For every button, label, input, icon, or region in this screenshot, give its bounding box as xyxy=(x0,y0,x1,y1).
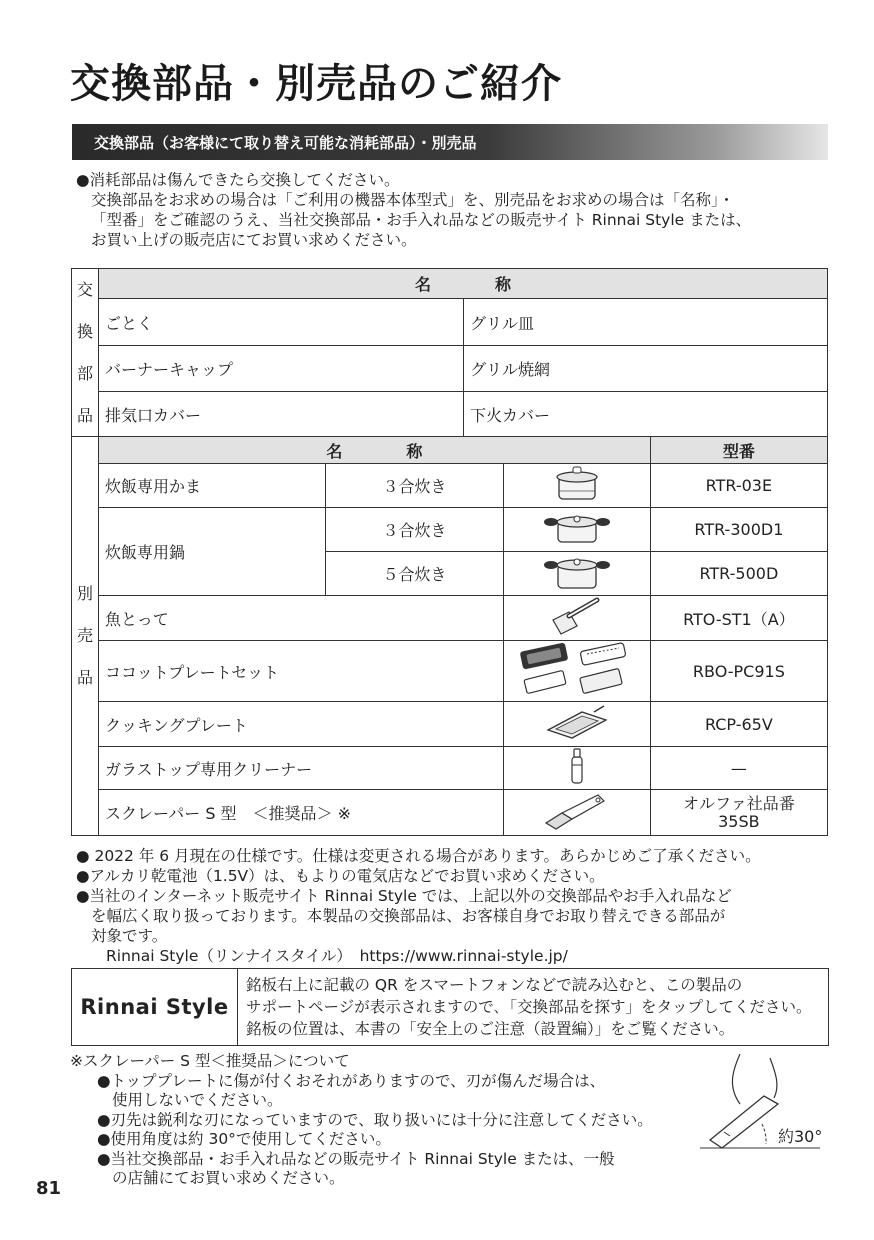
optional-header-name: 名 称 xyxy=(99,437,651,464)
intro-line: ●消耗部品は傷んできたら交換してください。 xyxy=(76,171,400,189)
table-cell: ３合炊き xyxy=(326,508,503,552)
scraper-note: の店舗にてお買い求めください。 xyxy=(112,1169,345,1187)
table-cell: 排気口カバー xyxy=(99,391,464,437)
optional-parts-table xyxy=(71,436,828,836)
table-cell: 炊飯専用鍋 xyxy=(99,508,326,596)
table-cell: オルファ社品番 35SB xyxy=(650,790,827,836)
intro-line: 「型番」をご確認のうえ、当社交換部品・お手入れ品などの販売サイト Rinnai Style または、 xyxy=(91,211,752,229)
note-line: 対象です。 xyxy=(91,927,168,945)
table-cell: ３合炊き xyxy=(326,464,503,508)
rice-pan-icon xyxy=(542,510,612,546)
scraper-notes xyxy=(70,1052,653,1189)
scraper-note: ●使用角度は約 30°で使用してください。 xyxy=(97,1130,391,1148)
table-cell: 炊飯専用かま xyxy=(99,464,326,508)
rinnai-style-text: 銘板右上に記載の QR をスマートフォンなどで読み込むと、この製品の サポートページが表示されますので､「交換部品を探す」をタップしてください。 銘板の位置は、本書の「安全上のご注意（設置編）」をご覧ください。 xyxy=(246,976,812,1038)
note-line: ●当社のインターネット販売サイト Rinnai Style では、上記以外の交換部品やお手入れ品など xyxy=(76,887,732,905)
exchange-side-label: 交 換 部 品 xyxy=(72,269,99,438)
table-cell: スクレーパー S 型 ＜推奨品＞ ※ xyxy=(99,790,504,836)
section-header-text: 交換部品（お客様にて取り替え可能な消耗部品）・別売品 xyxy=(94,134,477,152)
table-cell: RTR-500D xyxy=(650,552,827,596)
scraper-notes-heading: ※スクレーパー S 型＜推奨品＞について xyxy=(70,1052,350,1070)
page-number: 81 xyxy=(36,1178,62,1199)
table-cell: RTR-03E xyxy=(650,464,827,508)
scraper-note: ●トッププレートに傷が付くおそれがありますので、刃が傷んだ場合は、 xyxy=(97,1071,606,1090)
exchange-header: 名 称 xyxy=(99,269,828,299)
note-line: を幅広く取り扱っております。本製品の交換部品は、お客様自身でお取り替えできる部品が xyxy=(91,907,726,925)
cooking-plate-icon xyxy=(542,702,612,742)
table-cell: 下火カバー xyxy=(464,391,828,437)
exchange-parts-table xyxy=(71,268,828,438)
section-header-bar xyxy=(72,124,828,160)
intro-line: 交換部品をお求めの場合は「ご利用の機器本体型式」を、別売品をお求めの場合は「名称」・ xyxy=(91,191,735,209)
table-cell: グリル焼網 xyxy=(464,345,828,391)
scraper-note: ●当社交換部品・お手入れ品などの販売サイト Rinnai Style または、一般 xyxy=(97,1149,615,1168)
note-line: ● 2022 年 6 月現在の仕様です。仕様は変更される場合があります。あらかじめご了承ください。 xyxy=(76,847,761,865)
table-cell: ガラストップ専用クリーナー xyxy=(99,747,504,790)
table-cell: ココットプレートセット xyxy=(99,641,504,702)
note-line: ●アルカリ乾電池（1.5V）は、もよりの電気店などでお買い求めください。 xyxy=(76,867,605,885)
rice-pot-icon xyxy=(547,465,607,503)
table-cell: RTR-300D1 xyxy=(650,508,827,552)
optional-side-label: 別 売 品 xyxy=(72,437,99,836)
rinnai-style-logo: Rinnai Style xyxy=(72,969,238,1045)
table-cell: ごとく xyxy=(99,299,464,345)
intro-line: お買い上げの販売店にてお買い求めください。 xyxy=(91,231,417,249)
page-title: 交換部品・別売品のご紹介 xyxy=(70,61,562,107)
table-cell: 魚とって xyxy=(99,596,504,641)
table-cell: クッキングプレート xyxy=(99,702,504,747)
table-cell: バーナーキャップ xyxy=(99,345,464,391)
optional-header-model: 型番 xyxy=(650,437,827,464)
table-cell: RBO-PC91S xyxy=(650,641,827,702)
scraper-icon xyxy=(542,791,612,831)
intro-text xyxy=(76,170,832,250)
cocotte-plate-set-icon xyxy=(517,641,637,697)
note-url-line: Rinnai Style（リンナイスタイル） https://www.rinnai-style.jp/ xyxy=(106,947,568,965)
table-cell: グリル皿 xyxy=(464,299,828,345)
rice-pan-large-icon xyxy=(542,553,612,591)
rinnai-style-box xyxy=(71,968,829,1046)
notes xyxy=(76,846,836,966)
fish-turner-icon xyxy=(547,596,607,636)
table-cell: ５合炊き xyxy=(326,552,503,596)
scraper-note: ●刃先は鋭利な刃になっていますので、取り扱いには十分に注意してください。 xyxy=(97,1110,653,1129)
table-cell: RTO-ST1（A） xyxy=(650,596,827,641)
scraper-note: 使用しないでください。 xyxy=(112,1091,283,1109)
table-cell: — xyxy=(650,747,827,790)
table-cell: RCP-65V xyxy=(650,702,827,747)
cleaner-bottle-icon xyxy=(567,747,587,785)
angle-label: 約30° xyxy=(778,1127,823,1146)
